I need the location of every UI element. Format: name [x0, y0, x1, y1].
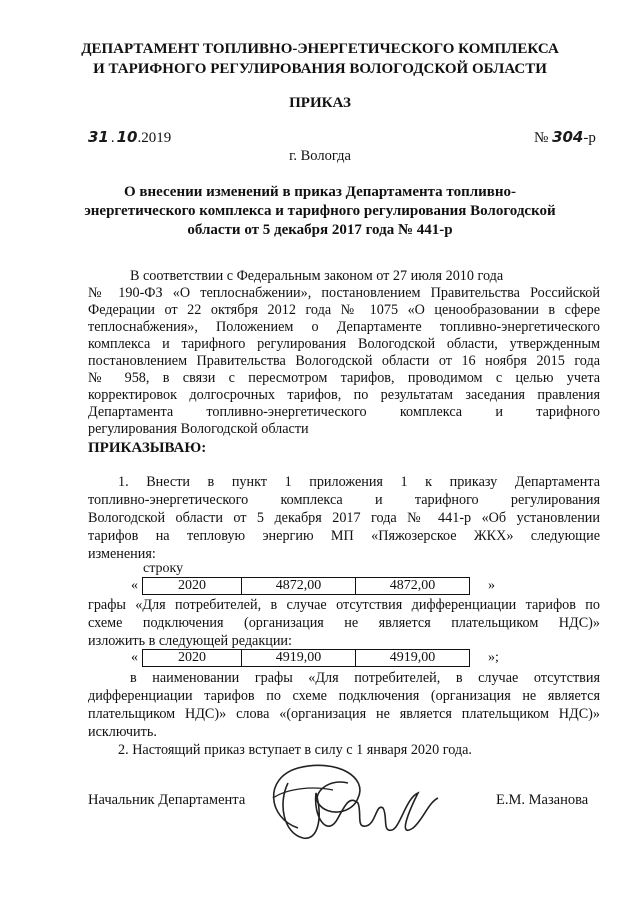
- item1-line: изменения:: [88, 546, 156, 562]
- intro-line: № 958, в связи с пересмотром тарифов, проводимом с целью учета: [88, 370, 600, 386]
- intro-line: Департамента топливно-энергетического комплекса и тарифного: [88, 404, 600, 420]
- after-line: плательщиком НДС)» слова «(организация не является плательщиком НДС)»: [88, 706, 600, 722]
- number-suffix: -р: [583, 130, 596, 146]
- document-date: 31 . 10.2019: [88, 128, 172, 146]
- date-year: .2019: [137, 130, 172, 146]
- middle-line: графы «Для потребителей, в случае отсутствия дифференциации тарифов по: [88, 597, 600, 613]
- table-old-close-quote: »: [488, 578, 495, 593]
- row-word: строку: [143, 561, 184, 576]
- intro-line: В соответствии с Федеральным законом от 27 июля 2010 года: [130, 268, 504, 284]
- item2: 2. Настоящий приказ вступает в силу с 1 января 2020 года.: [118, 742, 472, 758]
- table-new: [142, 649, 470, 667]
- item1-line: Вологодской области от 5 декабря 2017 года № 441-р «Об установлении: [88, 510, 600, 526]
- handwritten-signature: [258, 758, 458, 848]
- middle-line: схеме подключения (организация не является плательщиком НДС)»: [88, 615, 600, 631]
- order-word: ПРИКАЗЫВАЮ:: [88, 440, 207, 456]
- table-new-year: 2020: [143, 650, 242, 667]
- intro-line: Федерации от 22 октября 2012 года № 1075 «О ценообразовании в сфере: [88, 302, 600, 318]
- table-new-open-quote: «: [131, 650, 138, 665]
- city: г. Вологда: [289, 148, 351, 164]
- intro-line: теплоснабжения», Положением о Департаменте топливно-энергетического: [88, 319, 600, 335]
- signatory-name: Е.М. Мазанова: [496, 792, 589, 808]
- table-new-value-1: 4919,00: [242, 650, 356, 667]
- item1-line: топливно-энергетического комплекса и тарифного регулирования: [88, 492, 600, 508]
- table-new-value-2: 4919,00: [356, 650, 470, 667]
- number-prefix: №: [534, 130, 549, 146]
- date-month: 10: [116, 128, 138, 146]
- signatory-position: Начальник Департамента: [88, 792, 246, 808]
- intro-line: постановлением Правительства Вологодской области от 16 ноября 2015 года: [88, 353, 600, 369]
- intro-line: корректировок долгосрочных тарифов, по результатам заседания правления: [88, 387, 600, 403]
- org-name-line-1: ДЕПАРТАМЕНТ ТОПЛИВНО-ЭНЕРГЕТИЧЕСКОГО КОМПЛЕКСА: [81, 41, 559, 57]
- after-line: дифференциации тарифов по схеме подключения (организация не является: [88, 688, 600, 704]
- table-old-year: 2020: [143, 578, 242, 595]
- item1-line: 1. Внести в пункт 1 приложения 1 к приказу Департамента: [118, 474, 600, 490]
- number-value: 304: [552, 128, 584, 146]
- intro-line: № 190-ФЗ «О теплоснабжении», постановлением Правительства Российской: [88, 285, 600, 301]
- after-line: исключить.: [88, 724, 157, 740]
- date-day: 31: [88, 128, 109, 146]
- document-number: [534, 128, 596, 147]
- intro-line: регулирования Вологодской области: [88, 421, 309, 437]
- intro-line: комплекса и тарифного регулирования Вологодской области, утвержденным: [88, 336, 600, 352]
- table-old-value-1: 4872,00: [242, 578, 356, 595]
- after-line: в наименовании графы «Для потребителей, в случае отсутствия: [130, 670, 600, 686]
- table-old: [142, 577, 470, 595]
- title-line-1: О внесении изменений в приказ Департамента топливно-: [123, 184, 517, 200]
- item1-line: тарифов на тепловую энергию МП «Пяжозерское ЖКХ» следующие: [88, 528, 600, 544]
- table-new-close-quote: »;: [488, 650, 499, 665]
- middle-line: изложить в следующей редакции:: [88, 633, 292, 649]
- title-line-3: области от 5 декабря 2017 года № 441-р: [187, 222, 453, 238]
- table-old-value-2: 4872,00: [356, 578, 470, 595]
- org-name-line-2: И ТАРИФНОГО РЕГУЛИРОВАНИЯ ВОЛОГОДСКОЙ ОБЛАСТИ: [93, 61, 547, 77]
- table-old-open-quote: «: [131, 578, 138, 593]
- doc-type: ПРИКАЗ: [289, 95, 351, 111]
- title-line-2: энергетического комплекса и тарифного регулирования Вологодской: [84, 203, 556, 219]
